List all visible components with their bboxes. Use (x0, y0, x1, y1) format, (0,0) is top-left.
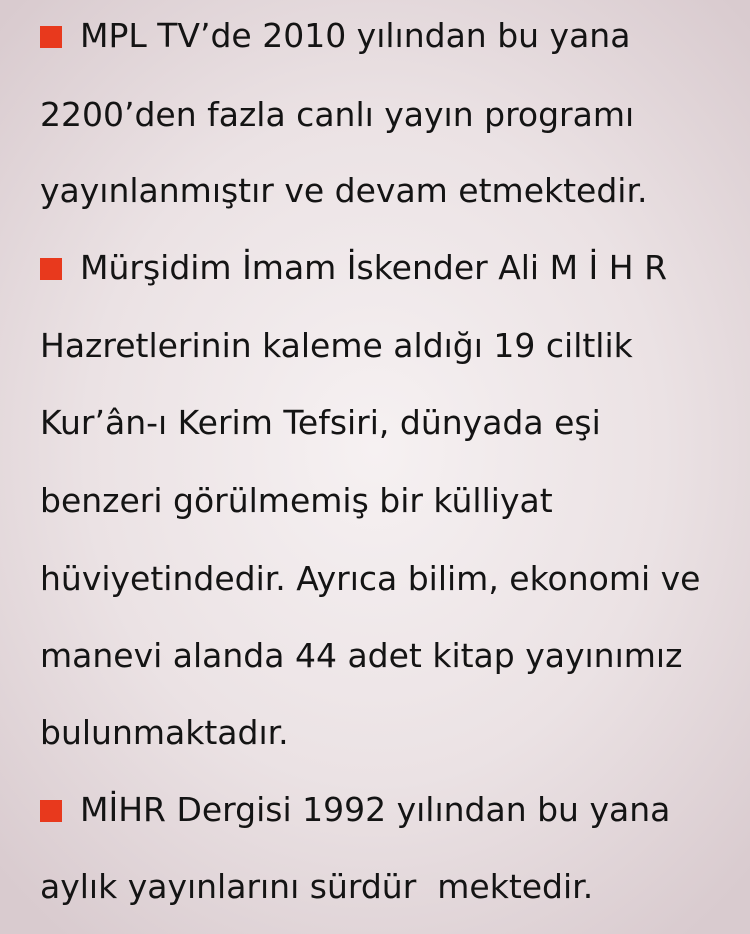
text-line (40, 481, 553, 521)
line-text: bulunmaktadır. (40, 713, 289, 752)
text-line (40, 559, 700, 599)
red-square-bullet-icon (40, 26, 62, 48)
line-text: benzeri görülmemiş bir külliyat (40, 481, 553, 520)
text-line (40, 171, 648, 211)
line-text: Kur’ân-ı Kerim Tefsiri, dünyada eşi (40, 403, 601, 442)
line-text: Mürşidim İmam İskender Ali M İ H R (80, 248, 668, 287)
line-text: hüviyetindedir. Ayrıca bilim, ekonomi ve (40, 559, 701, 598)
text-line (40, 403, 601, 443)
line-text: MİHR Dergisi 1992 yılından bu yana (80, 790, 671, 829)
text-line (40, 326, 633, 366)
line-text: manevi alanda 44 adet kitap yayınımız (40, 636, 683, 675)
text-line (40, 636, 682, 676)
line-text: MPL TV’de 2010 yılından bu yana (80, 16, 631, 55)
text-line (40, 95, 634, 135)
line-text: Hazretlerinin kaleme aldığı 19 ciltlik (40, 326, 633, 365)
line-text: yayınlanmıştır ve devam etmektedir. (40, 171, 648, 210)
text-line (40, 248, 667, 288)
line-text: 2200’den fazla canlı yayın programı (40, 95, 635, 134)
red-square-bullet-icon (40, 800, 62, 822)
line-text: aylık yayınlarını sürdür mektedir. (40, 867, 594, 906)
text-line (40, 867, 593, 907)
text-line (40, 713, 289, 753)
red-square-bullet-icon (40, 258, 62, 280)
text-line (40, 16, 630, 56)
text-line (40, 790, 670, 830)
